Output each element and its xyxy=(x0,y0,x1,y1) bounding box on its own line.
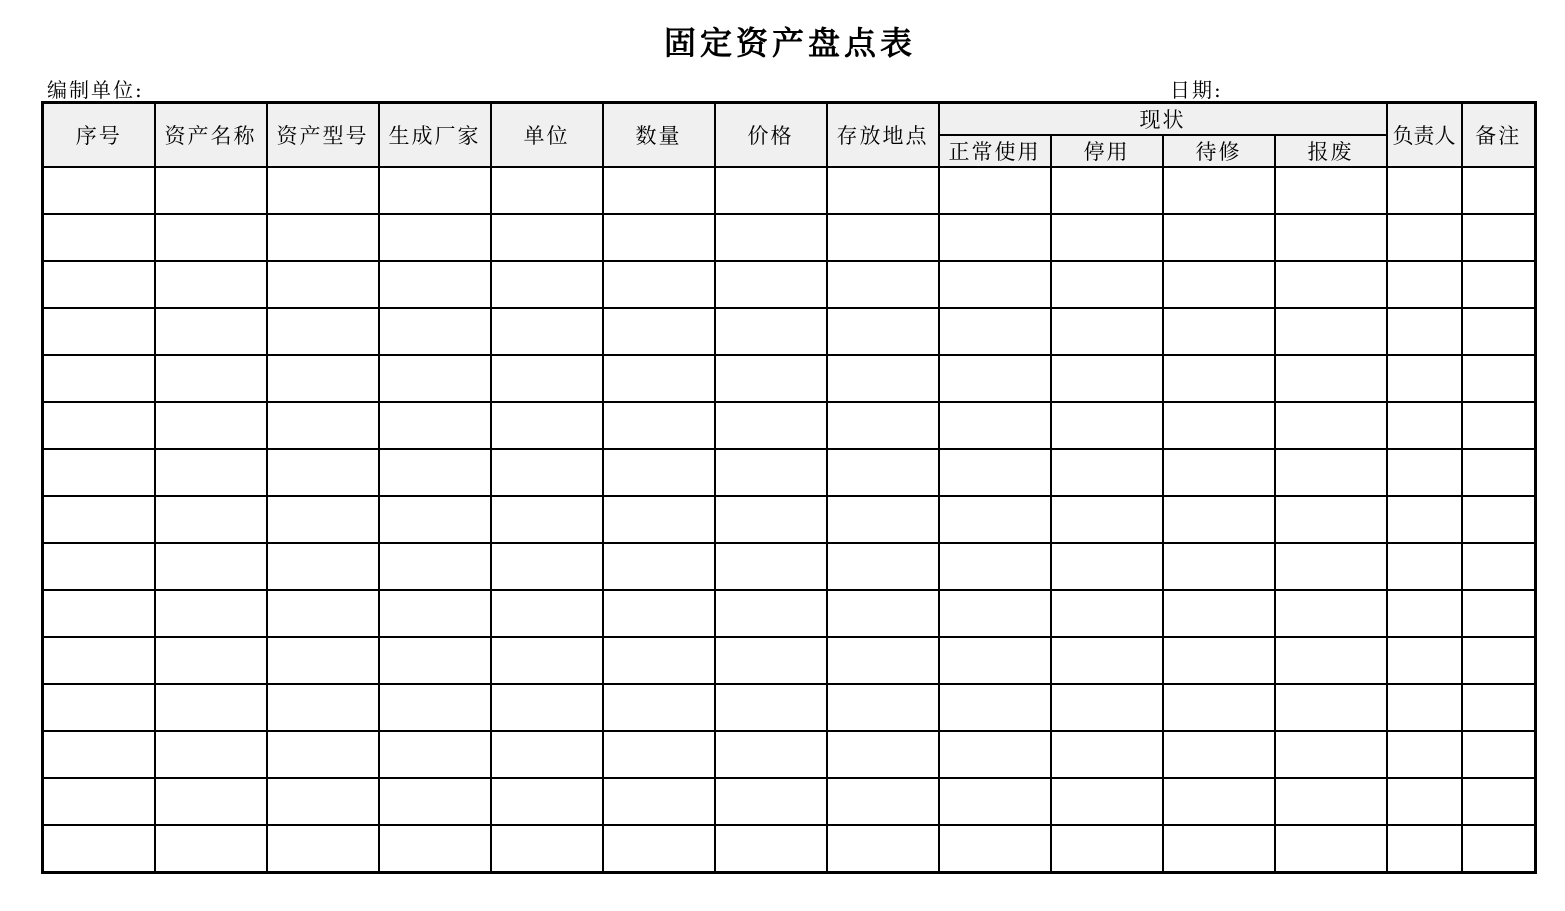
table-row xyxy=(43,637,1536,684)
table-cell[interactable] xyxy=(43,214,155,261)
table-cell[interactable] xyxy=(715,167,827,214)
table-cell[interactable] xyxy=(1387,496,1462,543)
table-cell[interactable] xyxy=(1387,825,1462,873)
table-cell[interactable] xyxy=(43,449,155,496)
table-cell[interactable] xyxy=(1275,590,1387,637)
table-cell[interactable] xyxy=(267,731,379,778)
table-row xyxy=(43,167,1536,214)
table-cell[interactable] xyxy=(379,496,491,543)
table-cell[interactable] xyxy=(827,402,939,449)
table-cell[interactable] xyxy=(1163,543,1275,590)
table-cell[interactable] xyxy=(267,214,379,261)
table-cell[interactable] xyxy=(715,261,827,308)
table-cell[interactable] xyxy=(1051,637,1163,684)
table-cell[interactable] xyxy=(1051,402,1163,449)
table-cell[interactable] xyxy=(1275,825,1387,873)
table-cell[interactable] xyxy=(1163,449,1275,496)
col-header-status-repair: 待修 xyxy=(1163,135,1275,167)
table-row xyxy=(43,355,1536,402)
table-cell[interactable] xyxy=(1462,449,1536,496)
table-cell[interactable] xyxy=(827,637,939,684)
col-header-unit: 单位 xyxy=(491,103,603,168)
table-cell[interactable] xyxy=(715,590,827,637)
table-cell[interactable] xyxy=(603,308,715,355)
table-cell[interactable] xyxy=(491,214,603,261)
table-cell[interactable] xyxy=(43,778,155,825)
table-cell[interactable] xyxy=(43,825,155,873)
table-cell[interactable] xyxy=(1051,308,1163,355)
table-cell[interactable] xyxy=(1275,637,1387,684)
table-cell[interactable] xyxy=(1387,684,1462,731)
table-cell[interactable] xyxy=(1387,261,1462,308)
table-cell[interactable] xyxy=(43,731,155,778)
col-header-remarks: 备注 xyxy=(1462,103,1536,168)
col-header-owner: 负责人 xyxy=(1387,103,1462,168)
table-cell[interactable] xyxy=(827,684,939,731)
table-cell[interactable] xyxy=(827,778,939,825)
table-cell[interactable] xyxy=(155,496,267,543)
table-cell[interactable] xyxy=(155,355,267,402)
table-cell[interactable] xyxy=(155,731,267,778)
table-cell[interactable] xyxy=(1163,308,1275,355)
table-cell[interactable] xyxy=(379,825,491,873)
table-cell[interactable] xyxy=(43,261,155,308)
table-cell[interactable] xyxy=(1275,778,1387,825)
table-cell[interactable] xyxy=(1051,590,1163,637)
table-cell[interactable] xyxy=(1387,214,1462,261)
table-cell[interactable] xyxy=(603,496,715,543)
table-cell[interactable] xyxy=(267,684,379,731)
table-row xyxy=(43,308,1536,355)
table-cell[interactable] xyxy=(827,308,939,355)
table-cell[interactable] xyxy=(1051,261,1163,308)
col-header-status-scrapped: 报废 xyxy=(1275,135,1387,167)
table-cell[interactable] xyxy=(827,590,939,637)
table-cell[interactable] xyxy=(155,543,267,590)
table-row xyxy=(43,543,1536,590)
table-cell[interactable] xyxy=(43,355,155,402)
table-cell[interactable] xyxy=(1275,684,1387,731)
table-cell[interactable] xyxy=(1163,684,1275,731)
table-cell[interactable] xyxy=(379,731,491,778)
table-row xyxy=(43,214,1536,261)
table-row xyxy=(43,496,1536,543)
table-cell[interactable] xyxy=(827,731,939,778)
table-cell[interactable] xyxy=(939,167,1051,214)
table-cell[interactable] xyxy=(379,355,491,402)
table-cell[interactable] xyxy=(715,308,827,355)
table-cell[interactable] xyxy=(43,684,155,731)
table-cell[interactable] xyxy=(43,590,155,637)
table-cell[interactable] xyxy=(491,355,603,402)
table-cell[interactable] xyxy=(1163,590,1275,637)
table-cell[interactable] xyxy=(379,167,491,214)
col-header-quantity: 数量 xyxy=(603,103,715,168)
table-cell[interactable] xyxy=(155,590,267,637)
table-cell[interactable] xyxy=(43,543,155,590)
table-cell[interactable] xyxy=(491,402,603,449)
table-cell[interactable] xyxy=(491,543,603,590)
table-cell[interactable] xyxy=(491,449,603,496)
table-cell[interactable] xyxy=(1387,637,1462,684)
table-cell[interactable] xyxy=(1462,261,1536,308)
table-cell[interactable] xyxy=(1051,496,1163,543)
table-cell[interactable] xyxy=(603,543,715,590)
table-cell[interactable] xyxy=(1387,402,1462,449)
table-cell[interactable] xyxy=(1051,214,1163,261)
table-cell[interactable] xyxy=(379,590,491,637)
table-cell[interactable] xyxy=(715,825,827,873)
table-cell[interactable] xyxy=(603,825,715,873)
table-cell[interactable] xyxy=(1462,543,1536,590)
table-cell[interactable] xyxy=(715,449,827,496)
table-cell[interactable] xyxy=(939,449,1051,496)
table-cell[interactable] xyxy=(1275,308,1387,355)
table-cell[interactable] xyxy=(1387,308,1462,355)
table-cell[interactable] xyxy=(715,402,827,449)
table-cell[interactable] xyxy=(379,402,491,449)
table-cell[interactable] xyxy=(1462,402,1536,449)
table-cell[interactable] xyxy=(267,402,379,449)
table-cell[interactable] xyxy=(491,590,603,637)
table-cell[interactable] xyxy=(1163,825,1275,873)
table-cell[interactable] xyxy=(267,825,379,873)
table-cell[interactable] xyxy=(715,355,827,402)
table-cell[interactable] xyxy=(267,590,379,637)
col-header-asset-model: 资产型号 xyxy=(267,103,379,168)
table-cell[interactable] xyxy=(379,308,491,355)
table-cell[interactable] xyxy=(603,355,715,402)
col-header-status-normal: 正常使用 xyxy=(939,135,1051,167)
table-cell[interactable] xyxy=(1163,731,1275,778)
table-cell[interactable] xyxy=(155,778,267,825)
table-row xyxy=(43,402,1536,449)
date-label: 日期: xyxy=(1170,78,1223,102)
table-cell[interactable] xyxy=(491,637,603,684)
table-cell[interactable] xyxy=(1051,449,1163,496)
table-cell[interactable] xyxy=(603,684,715,731)
table-cell[interactable] xyxy=(1387,449,1462,496)
table-cell[interactable] xyxy=(1163,402,1275,449)
table-cell[interactable] xyxy=(1051,167,1163,214)
table-cell[interactable] xyxy=(43,167,155,214)
table-cell[interactable] xyxy=(1275,496,1387,543)
table-cell[interactable] xyxy=(1275,214,1387,261)
table-cell[interactable] xyxy=(939,402,1051,449)
table-cell[interactable] xyxy=(603,778,715,825)
table-cell[interactable] xyxy=(267,355,379,402)
table-cell[interactable] xyxy=(1163,637,1275,684)
table-cell[interactable] xyxy=(1462,355,1536,402)
col-header-location: 存放地点 xyxy=(827,103,939,168)
table-cell[interactable] xyxy=(1387,778,1462,825)
table-cell[interactable] xyxy=(155,684,267,731)
table-cell[interactable] xyxy=(827,496,939,543)
table-cell[interactable] xyxy=(43,402,155,449)
table-cell[interactable] xyxy=(603,449,715,496)
table-cell[interactable] xyxy=(1275,402,1387,449)
table-cell[interactable] xyxy=(603,731,715,778)
table-row xyxy=(43,825,1536,873)
table-cell[interactable] xyxy=(715,684,827,731)
table-cell[interactable] xyxy=(1462,684,1536,731)
table-cell[interactable] xyxy=(491,496,603,543)
table-body xyxy=(43,167,1536,873)
table-cell[interactable] xyxy=(1275,731,1387,778)
table-cell[interactable] xyxy=(827,825,939,873)
table-cell[interactable] xyxy=(1387,355,1462,402)
table-cell[interactable] xyxy=(939,496,1051,543)
table-row xyxy=(43,590,1536,637)
table-cell[interactable] xyxy=(379,449,491,496)
table-cell[interactable] xyxy=(1051,355,1163,402)
table-cell[interactable] xyxy=(267,167,379,214)
table-cell[interactable] xyxy=(267,308,379,355)
table-cell[interactable] xyxy=(267,261,379,308)
table-cell[interactable] xyxy=(1163,355,1275,402)
table-cell[interactable] xyxy=(267,449,379,496)
table-cell[interactable] xyxy=(155,214,267,261)
table-cell[interactable] xyxy=(1275,261,1387,308)
table-cell[interactable] xyxy=(1051,684,1163,731)
table-cell[interactable] xyxy=(827,449,939,496)
table-cell[interactable] xyxy=(939,590,1051,637)
table-cell[interactable] xyxy=(1387,167,1462,214)
table-cell[interactable] xyxy=(1051,543,1163,590)
table-cell[interactable] xyxy=(939,543,1051,590)
table-cell[interactable] xyxy=(1163,261,1275,308)
table-cell[interactable] xyxy=(491,825,603,873)
col-header-asset-name: 资产名称 xyxy=(155,103,267,168)
table-cell[interactable] xyxy=(491,261,603,308)
table-cell[interactable] xyxy=(267,778,379,825)
col-header-price: 价格 xyxy=(715,103,827,168)
header-row-top xyxy=(43,103,1536,136)
table-cell[interactable] xyxy=(155,449,267,496)
table-cell[interactable] xyxy=(379,637,491,684)
table-cell[interactable] xyxy=(715,496,827,543)
table-cell[interactable] xyxy=(939,637,1051,684)
table-cell[interactable] xyxy=(155,261,267,308)
table-cell[interactable] xyxy=(1051,731,1163,778)
table-cell[interactable] xyxy=(155,825,267,873)
table-cell[interactable] xyxy=(603,402,715,449)
table-cell[interactable] xyxy=(1462,637,1536,684)
table-cell[interactable] xyxy=(939,731,1051,778)
table-cell[interactable] xyxy=(379,261,491,308)
table-cell[interactable] xyxy=(827,355,939,402)
table-cell[interactable] xyxy=(1387,543,1462,590)
table-cell[interactable] xyxy=(939,778,1051,825)
table-cell[interactable] xyxy=(1275,167,1387,214)
table-cell[interactable] xyxy=(603,590,715,637)
table-cell[interactable] xyxy=(267,637,379,684)
col-header-seq: 序号 xyxy=(43,103,155,168)
table-cell[interactable] xyxy=(939,261,1051,308)
table-cell[interactable] xyxy=(827,167,939,214)
table-cell[interactable] xyxy=(939,214,1051,261)
table-cell[interactable] xyxy=(715,778,827,825)
table-cell[interactable] xyxy=(43,308,155,355)
table-cell[interactable] xyxy=(1275,543,1387,590)
table-cell[interactable] xyxy=(1462,308,1536,355)
table-cell[interactable] xyxy=(1462,214,1536,261)
table-cell[interactable] xyxy=(491,778,603,825)
unit-label: 编制单位: xyxy=(47,78,144,102)
table-cell[interactable] xyxy=(491,684,603,731)
table-cell[interactable] xyxy=(491,731,603,778)
table-cell[interactable] xyxy=(827,543,939,590)
table-cell[interactable] xyxy=(155,167,267,214)
table-row xyxy=(43,449,1536,496)
table-row xyxy=(43,778,1536,825)
table-cell[interactable] xyxy=(1275,355,1387,402)
table-cell[interactable] xyxy=(1051,778,1163,825)
table-cell[interactable] xyxy=(939,684,1051,731)
table-cell[interactable] xyxy=(1387,590,1462,637)
table-cell[interactable] xyxy=(379,214,491,261)
table-cell[interactable] xyxy=(1462,778,1536,825)
table-cell[interactable] xyxy=(715,637,827,684)
table-cell[interactable] xyxy=(43,496,155,543)
table-cell[interactable] xyxy=(491,167,603,214)
table-cell[interactable] xyxy=(603,167,715,214)
col-header-manufacturer: 生成厂家 xyxy=(379,103,491,168)
table-cell[interactable] xyxy=(715,543,827,590)
table-cell[interactable] xyxy=(603,214,715,261)
table-cell[interactable] xyxy=(715,731,827,778)
table-cell[interactable] xyxy=(1462,590,1536,637)
table-cell[interactable] xyxy=(155,402,267,449)
table-cell[interactable] xyxy=(939,355,1051,402)
table-row xyxy=(43,261,1536,308)
table-cell[interactable] xyxy=(827,214,939,261)
table-cell[interactable] xyxy=(715,214,827,261)
table-cell[interactable] xyxy=(1387,731,1462,778)
table-cell[interactable] xyxy=(1462,167,1536,214)
table-cell[interactable] xyxy=(1163,778,1275,825)
table-cell[interactable] xyxy=(155,308,267,355)
table-cell[interactable] xyxy=(43,637,155,684)
inventory-table xyxy=(41,101,1537,874)
table-row xyxy=(43,731,1536,778)
table-cell[interactable] xyxy=(1163,167,1275,214)
table-cell[interactable] xyxy=(379,543,491,590)
table-cell[interactable] xyxy=(1275,449,1387,496)
table-cell[interactable] xyxy=(1163,496,1275,543)
table-cell[interactable] xyxy=(827,261,939,308)
col-header-status-group: 现状 xyxy=(939,103,1387,136)
table-cell[interactable] xyxy=(379,778,491,825)
table-cell[interactable] xyxy=(1051,825,1163,873)
table-cell[interactable] xyxy=(603,637,715,684)
col-header-status-stopped: 停用 xyxy=(1051,135,1163,167)
page-title: 固定资产盘点表 xyxy=(663,24,916,62)
table-cell[interactable] xyxy=(1163,214,1275,261)
table-cell[interactable] xyxy=(939,825,1051,873)
table-cell[interactable] xyxy=(491,308,603,355)
table-cell[interactable] xyxy=(379,684,491,731)
table-cell[interactable] xyxy=(1462,731,1536,778)
table-cell[interactable] xyxy=(267,496,379,543)
table-cell[interactable] xyxy=(155,637,267,684)
table-cell[interactable] xyxy=(267,543,379,590)
table-cell[interactable] xyxy=(1462,825,1536,873)
table-cell[interactable] xyxy=(1462,496,1536,543)
table-cell[interactable] xyxy=(603,261,715,308)
table-row xyxy=(43,684,1536,731)
table-cell[interactable] xyxy=(939,308,1051,355)
